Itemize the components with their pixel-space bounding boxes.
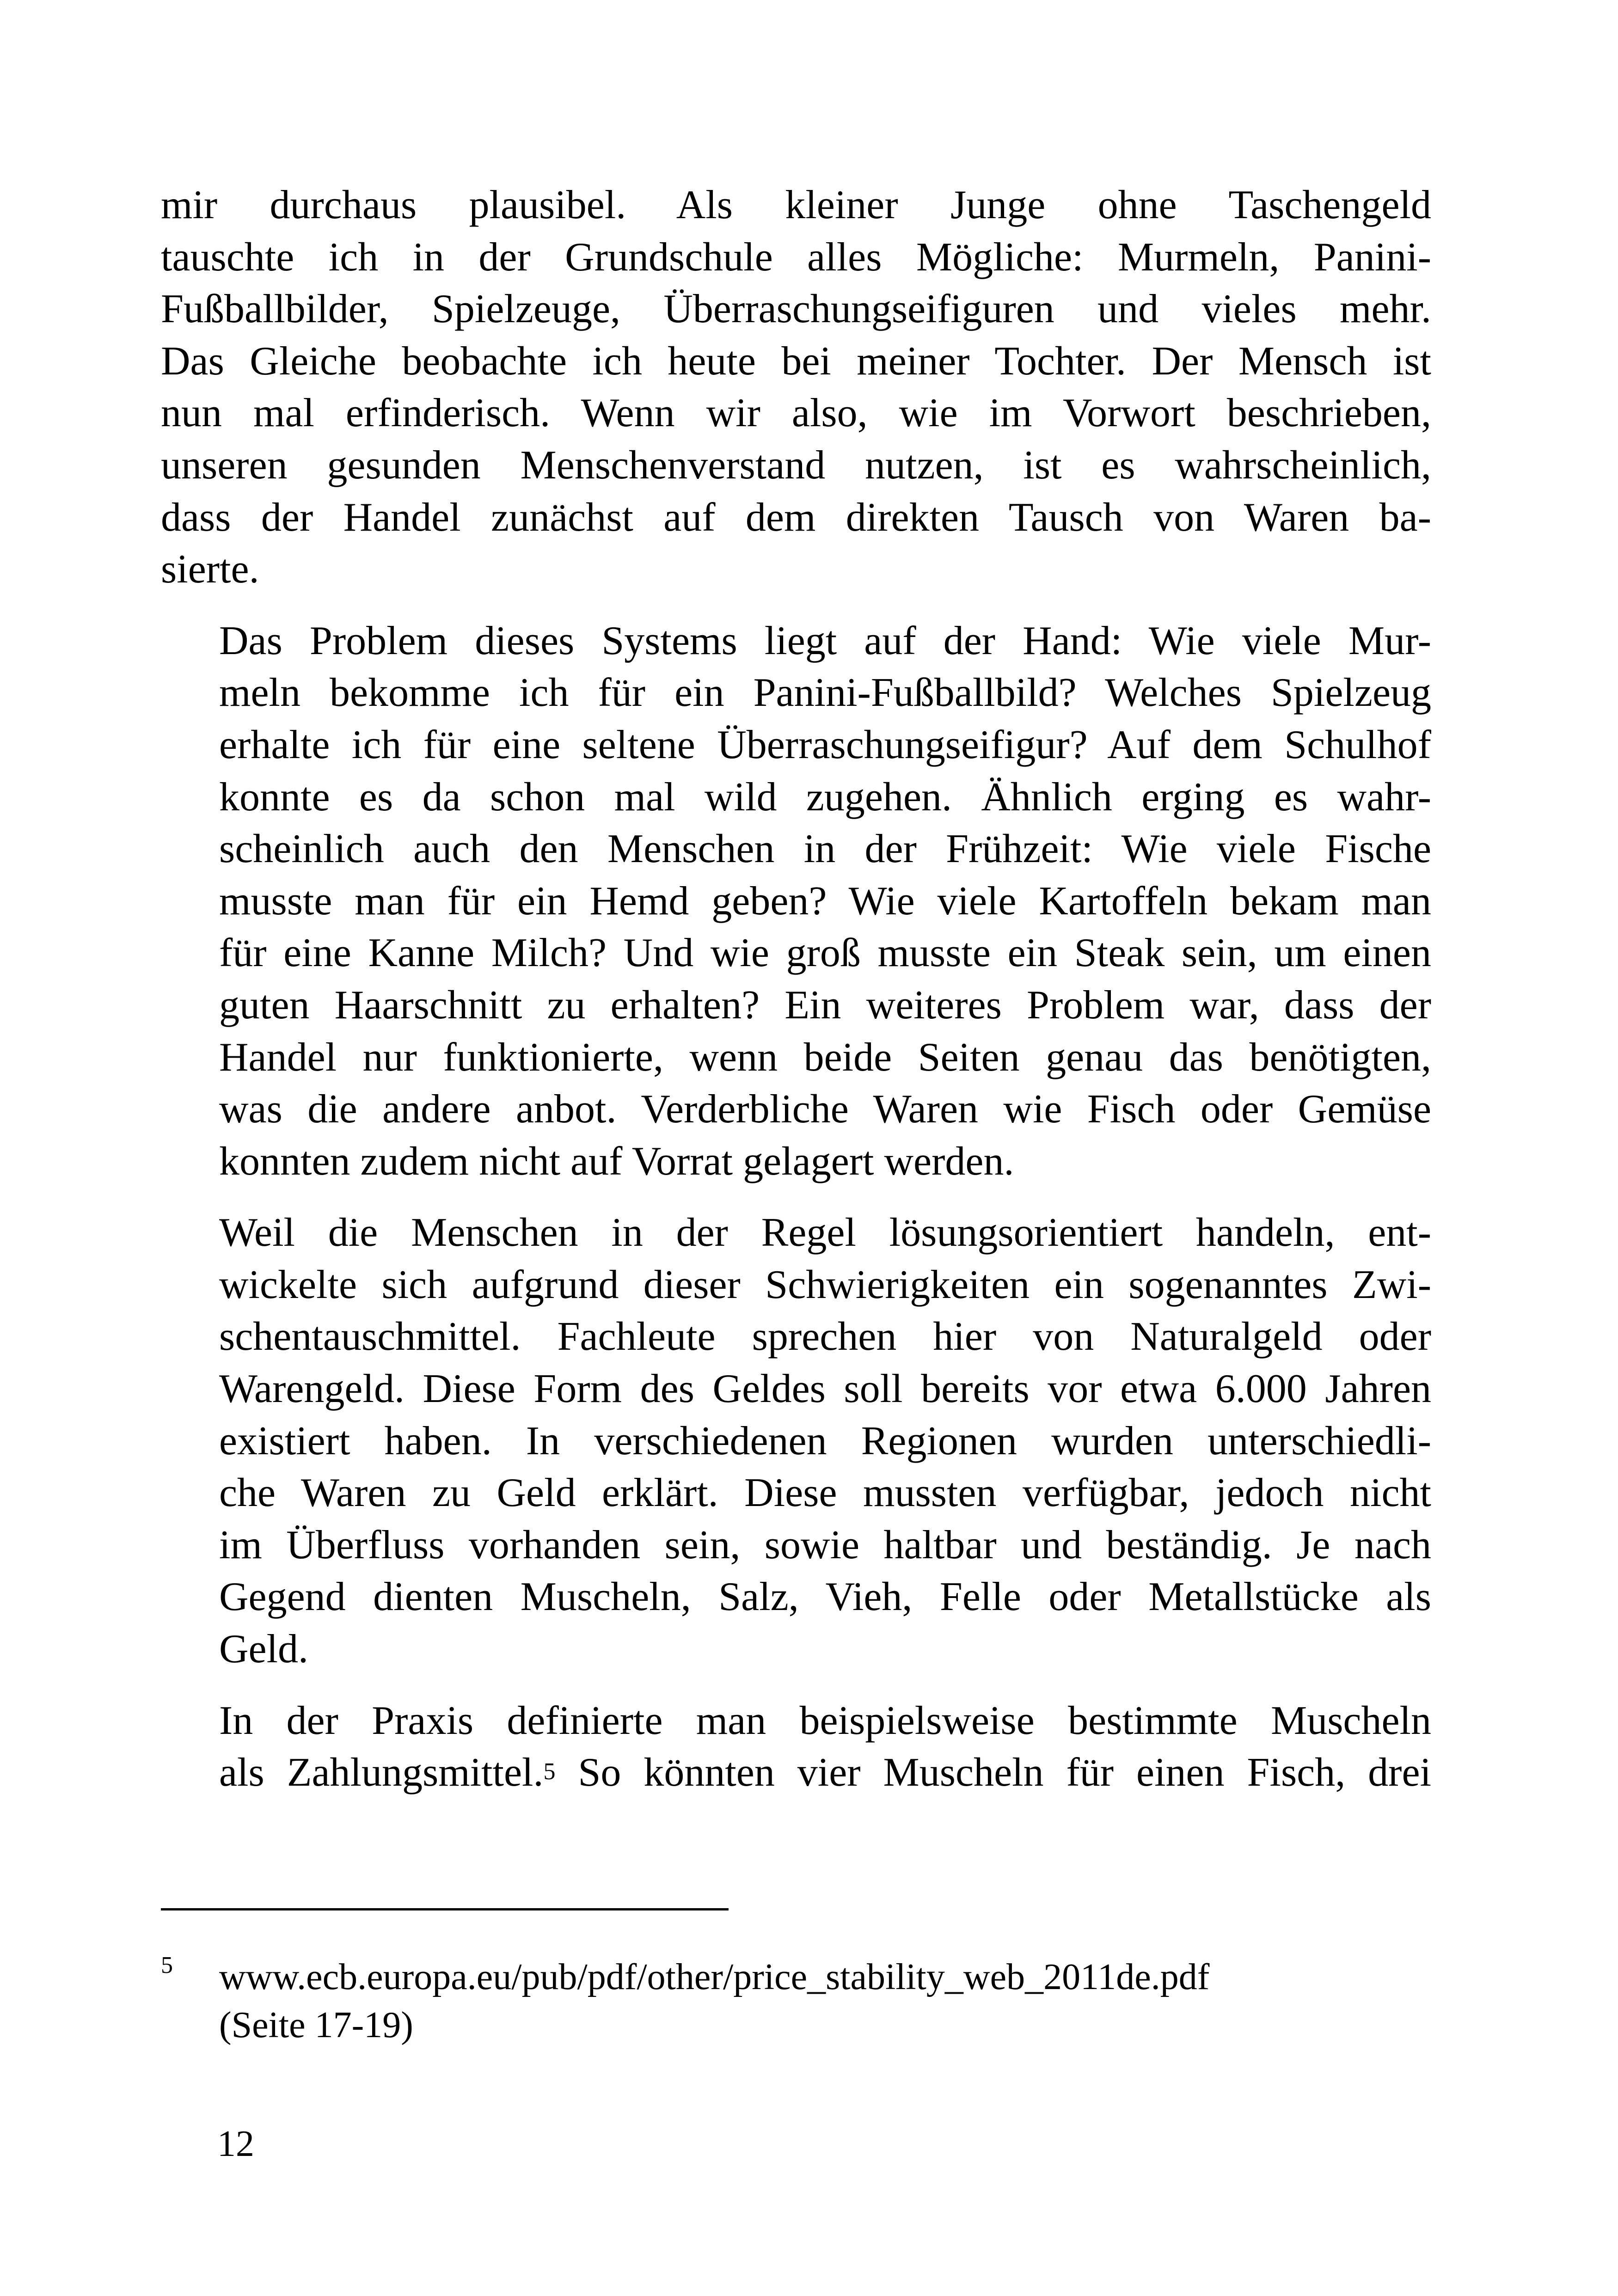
text-line: nun mal erfinderisch. Wenn wir also, wie im Vorwort beschrieben,	[161, 391, 1431, 436]
text-segment: als Zahlungsmittel.	[219, 1750, 544, 1795]
text-line: guten Haarschnitt zu erhalten? Ein weiteres Problem war, dass der	[219, 982, 1431, 1028]
text-line: Das Gleiche beobachte ich heute bei meiner Tochter. Der Mensch ist	[161, 338, 1431, 384]
text-line: konnten zudem nicht auf Vorrat gelagert werden.	[219, 1139, 1014, 1184]
text-line: In der Praxis definierte man beispielsweise bestimmte Muscheln	[219, 1698, 1431, 1743]
text-line: wickelte sich aufgrund dieser Schwierigkeiten ein sogenanntes Zwi-	[219, 1262, 1431, 1307]
text-line: Gegend dienten Muscheln, Salz, Vieh, Felle oder Metallstücke als	[219, 1574, 1431, 1620]
text-line: im Überfluss vorhanden sein, sowie haltbar und beständig. Je nach	[219, 1522, 1431, 1567]
text-segment: So könnten vier Muscheln für einen Fisch, drei	[555, 1750, 1431, 1795]
text-line: che Waren zu Geld erklärt. Diese mussten verfügbar, jedoch nicht	[219, 1470, 1431, 1516]
text-line: was die andere anbot. Verderbliche Waren wie Fisch oder Gemüse	[219, 1087, 1431, 1132]
footnote-number: 5	[161, 1952, 173, 1978]
text-line: Warengeld. Diese Form des Geldes soll bereits vor etwa 6.000 Jahren	[219, 1366, 1431, 1412]
text-line: für eine Kanne Milch? Und wie groß musste ein Steak sein, um einen	[219, 931, 1431, 976]
page-number: 12	[217, 2124, 254, 2164]
paragraph-2	[161, 615, 1431, 1188]
text-line: Weil die Menschen in der Regel lösungsorientiert handeln, ent-	[219, 1210, 1431, 1255]
text-line: Das Problem dieses Systems liegt auf der Hand: Wie viele Mur-	[219, 618, 1431, 663]
text-line: konnte es da schon mal wild zugehen. Ähnlich erging es wahr-	[219, 774, 1431, 820]
text-line: mir durchaus plausibel. Als kleiner Junge ohne Taschengeld	[161, 183, 1431, 227]
text-line: erhalte ich für eine seltene Überraschungseifigur? Auf dem Schulhof	[219, 722, 1431, 767]
text-line: existiert haben. In verschiedenen Regionen wurden unterschiedli-	[219, 1418, 1431, 1463]
footnote-reference: 5	[543, 1758, 556, 1785]
text-line	[161, 1747, 1431, 1799]
footnote-page-range: (Seite 17-19)	[219, 2005, 413, 2045]
footnote-text	[219, 1953, 1431, 2049]
text-line: schentauschmittel. Fachleute sprechen hier von Naturalgeld oder	[219, 1314, 1431, 1359]
text-line: Handel nur funktionierte, wenn beide Seiten genau das benötigten,	[219, 1035, 1431, 1080]
footnote-separator	[161, 1908, 729, 1910]
text-line: sierte.	[161, 547, 259, 592]
text-line: musste man für ein Hemd geben? Wie viele Kartoffeln bekam man	[219, 878, 1431, 924]
text-line: scheinlich auch den Menschen in der Frühzeit: Wie viele Fische	[219, 827, 1431, 872]
paragraph-1	[161, 179, 1431, 596]
text-line: unseren gesunden Menschenverstand nutzen, ist es wahrscheinlich,	[161, 442, 1431, 488]
text-line: meln bekomme ich für ein Panini-Fußballbild? Welches Spielzeug	[219, 670, 1431, 716]
text-line: Fußballbilder, Spielzeuge, Überraschungseifiguren und vieles mehr.	[161, 287, 1431, 332]
paragraph-4	[161, 1695, 1431, 1799]
paragraph-3	[161, 1207, 1431, 1675]
text-line: dass der Handel zunächst auf dem direkten Tausch von Waren ba-	[161, 495, 1431, 540]
text-line: tauschte ich in der Grundschule alles Mögliche: Murmeln, Panini-	[161, 234, 1431, 280]
main-text	[161, 179, 1431, 1799]
footnote-url: www.ecb.europa.eu/pub/pdf/other/price_stability_web_2011de.pdf	[219, 1957, 1210, 1997]
text-line: Geld.	[219, 1627, 309, 1672]
